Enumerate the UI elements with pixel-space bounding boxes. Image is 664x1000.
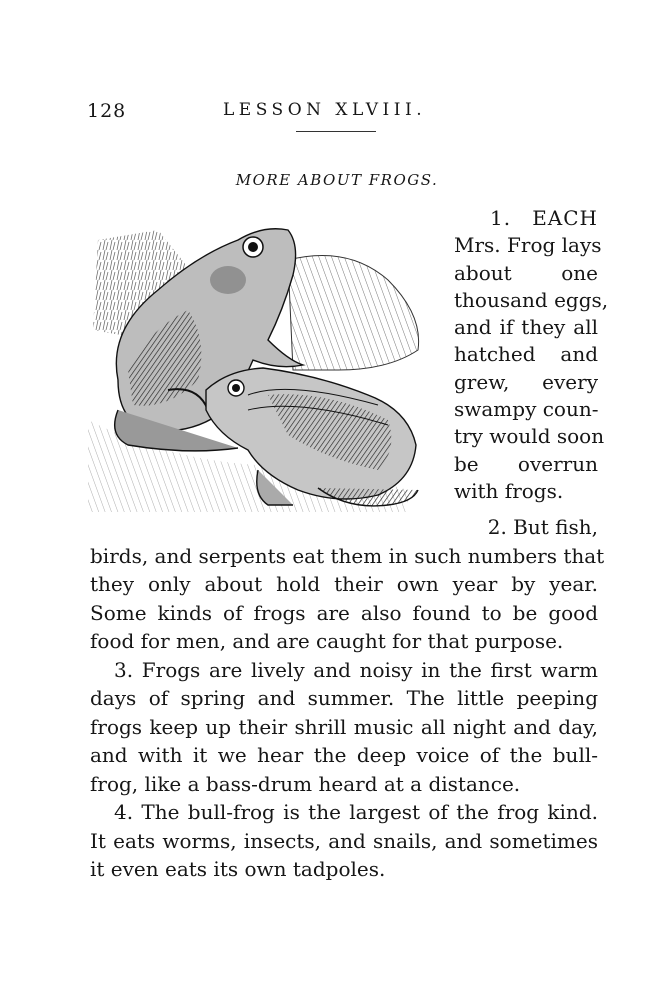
- section-subtitle: MORE ABOUT FROGS.: [235, 171, 439, 189]
- text-line: 4. The bull-frog is the largest of the frog kind.: [114, 800, 598, 824]
- paragraph-1: [454, 205, 609, 505]
- frogs-engraving-icon: [88, 220, 428, 512]
- page-number: 128: [87, 100, 127, 122]
- text-line: swampy coun-: [454, 397, 599, 422]
- text-line: they only about hold their own year by year.: [90, 572, 598, 596]
- text-line: frogs keep up their shrill music all night and day,: [90, 714, 598, 739]
- text-line: and with it we hear the deep voice of the bull-: [90, 743, 598, 767]
- page-header: [87, 100, 599, 126]
- text-line: it even eats its own tadpoles.: [90, 857, 386, 881]
- text-line: Some kinds of frogs are also found to be good: [90, 600, 598, 625]
- text-line: hatched and: [454, 342, 598, 367]
- text-line: It eats worms, insects, and snails, and sometimes: [90, 828, 598, 853]
- text-line: days of spring and summer. The little peeping: [90, 686, 598, 710]
- text-line: 2. But fish,: [487, 515, 598, 539]
- text-line: 3. Frogs are lively and noisy in the first warm: [114, 657, 598, 682]
- text-line: try would soon: [454, 424, 605, 449]
- text-line: birds, and serpents eat them in such numbers that: [90, 543, 605, 568]
- text-line: be overrun: [454, 451, 598, 476]
- text-line: with frogs.: [454, 478, 564, 503]
- text-line: frog, like a bass-drum heard at a distance.: [90, 771, 521, 796]
- text-line: food for men, and are caught for that purpose.: [90, 629, 564, 653]
- text-line: and if they all: [454, 315, 598, 340]
- text-line: about one: [454, 260, 598, 285]
- title-rule: [296, 131, 376, 132]
- text-line: Mrs. Frog lays: [454, 233, 602, 258]
- body-text: [90, 513, 605, 884]
- text-line: 1. EACH: [490, 206, 598, 230]
- text-line: thousand eggs,: [454, 287, 609, 312]
- text-line: grew, every: [454, 369, 598, 394]
- lesson-title: LESSON XLVIII.: [223, 100, 427, 120]
